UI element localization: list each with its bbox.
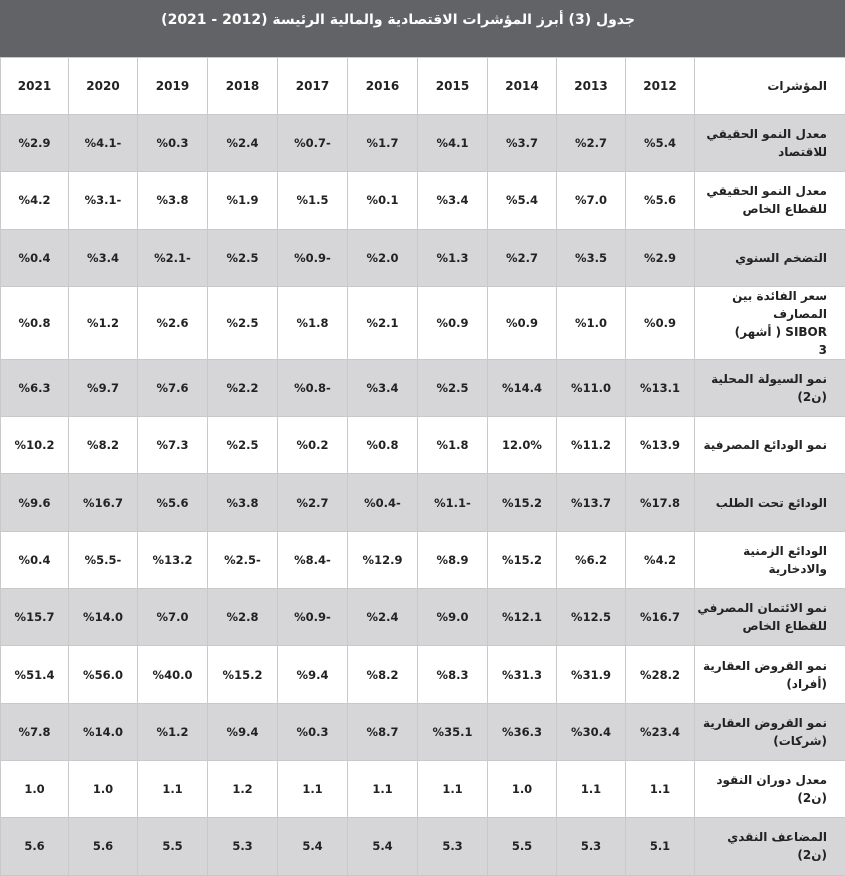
indicator-value: %6.2 [557, 531, 626, 588]
indicator-value: %2.8 [208, 589, 278, 646]
indicator-row [1, 229, 845, 286]
indicator-value: 1.1 [626, 760, 695, 817]
indicator-value: %56.0 [69, 646, 138, 703]
indicator-value: %35.1 [418, 703, 488, 760]
indicator-value: %8.4- [278, 531, 348, 588]
indicator-value: %2.5 [208, 417, 278, 474]
indicator-value: %13.9 [626, 417, 695, 474]
indicator-value: %16.7 [626, 589, 695, 646]
indicator-label: نمو الودائع المصرفية [695, 417, 845, 474]
indicator-value: 5.3 [557, 818, 626, 875]
indicator-value: %2.7 [488, 229, 557, 286]
indicator-value: %0.1 [348, 172, 418, 229]
indicator-value: %9.4 [278, 646, 348, 703]
indicator-value: %0.8 [1, 286, 69, 359]
indicator-value: %31.9 [557, 646, 626, 703]
indicator-value: %30.4 [557, 703, 626, 760]
year-header: 2020 [69, 58, 138, 115]
indicator-value: %3.8 [208, 474, 278, 531]
indicator-value: %9.0 [418, 589, 488, 646]
indicator-value: %16.7 [69, 474, 138, 531]
header-row [1, 58, 845, 115]
year-header: 2014 [488, 58, 557, 115]
indicator-value: %0.7- [278, 115, 348, 172]
indicator-row [1, 646, 845, 703]
indicator-value: 1.1 [418, 760, 488, 817]
indicator-row [1, 286, 845, 359]
indicator-row [1, 703, 845, 760]
indicator-value: %31.3 [488, 646, 557, 703]
indicator-value: %15.2 [208, 646, 278, 703]
indicator-value: %3.4 [348, 359, 418, 416]
year-header: 2015 [418, 58, 488, 115]
indicator-value: %2.1 [348, 286, 418, 359]
indicator-value: %15.7 [1, 589, 69, 646]
indicator-value: %12.1 [488, 589, 557, 646]
indicator-label: نمو السيولة المحلية (ن2) [695, 359, 845, 416]
indicator-row [1, 818, 845, 875]
indicator-value: %0.8- [278, 359, 348, 416]
indicator-value: %5.4 [488, 172, 557, 229]
indicator-value: 5.4 [348, 818, 418, 875]
indicator-value: %1.2 [138, 703, 208, 760]
indicator-value: %3.7 [488, 115, 557, 172]
indicator-value: 5.6 [69, 818, 138, 875]
indicator-value: %0.3 [278, 703, 348, 760]
indicator-value: %1.0 [557, 286, 626, 359]
indicator-value: %2.4 [208, 115, 278, 172]
indicator-value: %9.7 [69, 359, 138, 416]
indicator-value: %5.6 [138, 474, 208, 531]
indicator-value: %8.9 [418, 531, 488, 588]
indicator-value: %15.2 [488, 474, 557, 531]
indicator-value: %1.8 [278, 286, 348, 359]
indicator-value: %2.7 [278, 474, 348, 531]
indicator-value: %2.5 [418, 359, 488, 416]
indicator-label: معدل دوران النقود (ن2) [695, 760, 845, 817]
indicator-row [1, 760, 845, 817]
indicator-value: %13.2 [138, 531, 208, 588]
indicator-value: %23.4 [626, 703, 695, 760]
indicator-value: %1.1- [418, 474, 488, 531]
indicator-value: %12.5 [557, 589, 626, 646]
indicator-value: %1.9 [208, 172, 278, 229]
indicator-value: %14.0 [69, 589, 138, 646]
indicator-value: %51.4 [1, 646, 69, 703]
indicator-value: %7.0 [557, 172, 626, 229]
indicator-value: %0.8 [348, 417, 418, 474]
indicator-value: %5.6 [626, 172, 695, 229]
indicator-label: معدل النمو الحقيقي للقطاع الخاص [695, 172, 845, 229]
indicator-value: %14.0 [69, 703, 138, 760]
indicator-value: %13.7 [557, 474, 626, 531]
indicator-label: نمو القروض العقارية (أفراد) [695, 646, 845, 703]
indicator-value: %2.5- [208, 531, 278, 588]
indicator-value: %1.5 [278, 172, 348, 229]
indicator-label: سعر الفائدة بين المصارف SIBOR ( أشهر) 3 [695, 286, 845, 359]
indicator-label: التضخم السنوي [695, 229, 845, 286]
indicator-value: %3.1- [69, 172, 138, 229]
indicator-value: %28.2 [626, 646, 695, 703]
indicator-value: %12.9 [348, 531, 418, 588]
indicator-label: معدل النمو الحقيقي للاقتصاد [695, 115, 845, 172]
indicator-value: %2.1- [138, 229, 208, 286]
table-title: جدول (3) أبرز المؤشرات الاقتصادية والمالية الرئيسة (2012 - 2021) [161, 12, 635, 28]
indicator-value: %5.5- [69, 531, 138, 588]
indicator-value: 1.1 [278, 760, 348, 817]
year-header: 2021 [1, 58, 69, 115]
indicator-value: %11.0 [557, 359, 626, 416]
indicator-value: %4.2 [626, 531, 695, 588]
year-header: 2017 [278, 58, 348, 115]
indicator-value: %2.0 [348, 229, 418, 286]
indicator-value: 5.3 [208, 818, 278, 875]
indicator-value: %1.2 [69, 286, 138, 359]
indicator-value: %36.3 [488, 703, 557, 760]
indicator-value: 1.2 [208, 760, 278, 817]
indicator-value: %2.9 [1, 115, 69, 172]
indicator-value: %4.2 [1, 172, 69, 229]
indicator-row [1, 531, 845, 588]
indicator-value: %2.6 [138, 286, 208, 359]
indicator-value: %7.8 [1, 703, 69, 760]
indicator-value: %7.3 [138, 417, 208, 474]
indicator-value: %11.2 [557, 417, 626, 474]
indicator-value: 5.5 [138, 818, 208, 875]
indicator-value: 5.4 [278, 818, 348, 875]
indicator-value: %13.1 [626, 359, 695, 416]
indicator-value: %0.4 [1, 229, 69, 286]
indicator-value: %0.9 [626, 286, 695, 359]
indicator-value: %6.3 [1, 359, 69, 416]
year-header: 2019 [138, 58, 208, 115]
indicator-row [1, 115, 845, 172]
indicator-value: %2.7 [557, 115, 626, 172]
indicator-value: %2.4 [348, 589, 418, 646]
indicator-value: 1.1 [557, 760, 626, 817]
indicator-value: 5.6 [1, 818, 69, 875]
year-header: 2018 [208, 58, 278, 115]
indicator-value: %14.4 [488, 359, 557, 416]
indicator-label: الودائع تحت الطلب [695, 474, 845, 531]
indicator-value: %1.8 [418, 417, 488, 474]
indicator-value: %1.7 [348, 115, 418, 172]
indicator-value: %0.9- [278, 229, 348, 286]
indicator-value: 1.0 [1, 760, 69, 817]
indicator-value: %3.4 [418, 172, 488, 229]
indicator-value: 5.3 [418, 818, 488, 875]
indicator-label: الودائع الزمنية والادخارية [695, 531, 845, 588]
indicator-value: %5.4 [626, 115, 695, 172]
indicator-row [1, 359, 845, 416]
indicator-value: %9.4 [208, 703, 278, 760]
indicator-header: المؤشرات [695, 58, 845, 115]
indicator-value: %2.5 [208, 229, 278, 286]
indicator-value: 12.0% [488, 417, 557, 474]
year-header: 2013 [557, 58, 626, 115]
indicator-value: 1.0 [69, 760, 138, 817]
indicators-table [0, 57, 845, 876]
indicator-value: %15.2 [488, 531, 557, 588]
indicator-value: %17.8 [626, 474, 695, 531]
indicator-row [1, 417, 845, 474]
indicator-value: %0.9- [278, 589, 348, 646]
indicator-value: %8.2 [69, 417, 138, 474]
year-header: 2016 [348, 58, 418, 115]
indicator-value: %2.2 [208, 359, 278, 416]
indicator-value: %4.1- [69, 115, 138, 172]
indicator-value: 1.1 [348, 760, 418, 817]
indicator-value: %8.2 [348, 646, 418, 703]
indicator-label: نمو القروض العقارية (شركات) [695, 703, 845, 760]
indicator-value: %8.7 [348, 703, 418, 760]
indicator-value: %3.8 [138, 172, 208, 229]
indicator-row [1, 589, 845, 646]
indicator-value: %2.9 [626, 229, 695, 286]
indicator-value: 1.1 [138, 760, 208, 817]
indicator-value: %40.0 [138, 646, 208, 703]
indicator-value: %3.4 [69, 229, 138, 286]
year-header: 2012 [626, 58, 695, 115]
indicator-row [1, 474, 845, 531]
indicator-value: %7.0 [138, 589, 208, 646]
indicator-value: 5.5 [488, 818, 557, 875]
indicator-value: %1.3 [418, 229, 488, 286]
indicator-value: %0.4- [348, 474, 418, 531]
indicator-value: %9.6 [1, 474, 69, 531]
indicator-label: المضاعف النقدي (ن2) [695, 818, 845, 875]
indicator-value: %0.9 [418, 286, 488, 359]
indicator-value: %10.2 [1, 417, 69, 474]
indicator-value: %4.1 [418, 115, 488, 172]
indicator-value: %0.9 [488, 286, 557, 359]
indicator-value: %0.4 [1, 531, 69, 588]
indicator-value: 5.1 [626, 818, 695, 875]
indicator-value: %3.5 [557, 229, 626, 286]
indicator-value: 1.0 [488, 760, 557, 817]
indicator-value: %7.6 [138, 359, 208, 416]
title-bar [0, 0, 845, 57]
indicator-label: نمو الائتمان المصرفي للقطاع الخاص [695, 589, 845, 646]
indicator-value: %0.2 [278, 417, 348, 474]
indicator-value: %8.3 [418, 646, 488, 703]
indicator-value: %0.3 [138, 115, 208, 172]
indicator-row [1, 172, 845, 229]
indicator-value: %2.5 [208, 286, 278, 359]
